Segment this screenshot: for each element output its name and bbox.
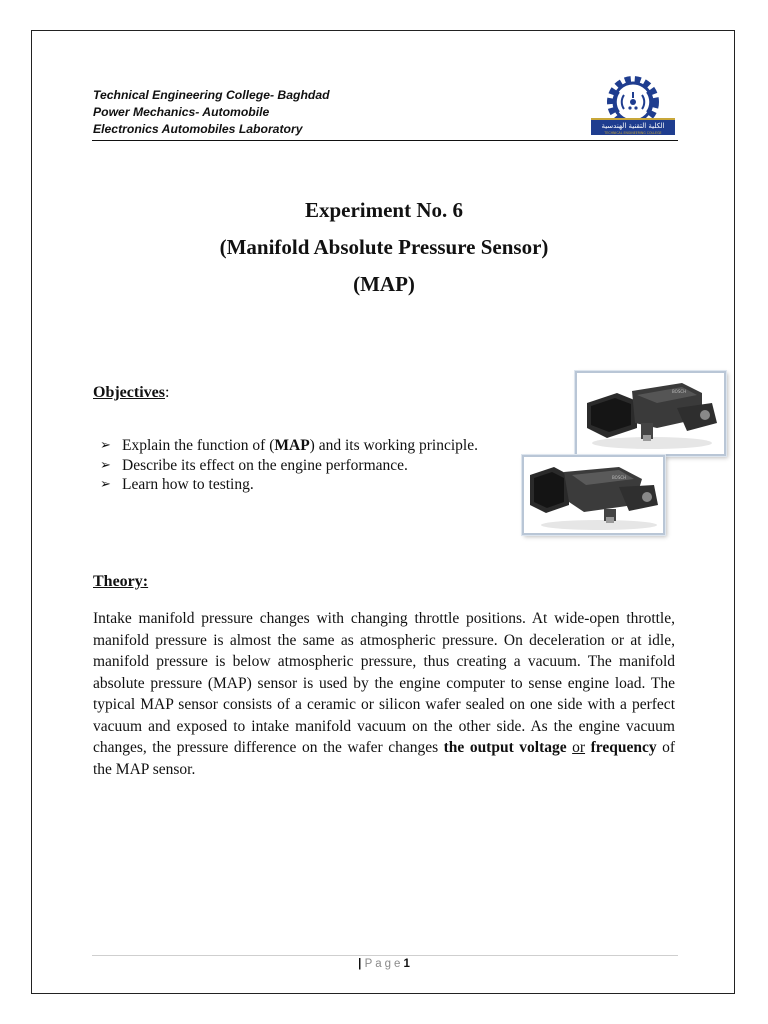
- experiment-title: [93, 195, 675, 306]
- arrow-bullet-icon: ➢: [100, 457, 111, 473]
- objectives-list: [100, 436, 480, 495]
- page-label: Page: [364, 958, 404, 970]
- list-item: ➢ Learn how to testing.: [100, 476, 254, 493]
- map-sensor-photo-bottom: [522, 455, 665, 535]
- header-college: Technical Engineering College- Baghdad: [93, 88, 330, 102]
- svg-text:BOSCH: BOSCH: [612, 475, 627, 480]
- experiment-name: (Manifold Absolute Pressure Sensor): [219, 235, 549, 259]
- objectives-heading-text: Objectives: [93, 384, 165, 401]
- theory-paragraph: Intake manifold pressure changes with changing throttle positions. At wide-open throttle, manifold pressure is almost the same as atmospheric pressure. On deceleration or at idle, manifold pressure is below atmospheric pressure, thus creating a vacuum. The manifold absolute pressure (MAP) sensor is used by the engine computer to sense engine load. The typical MAP sensor consists of a ceramic or silicon wafer sealed on one side with a perfect vacuum and exposed to intake manifold vacuum on the other side. As the engine vacuum changes, the pressure difference on the wafer changes the output voltage or frequency of the MAP sensor.: [93, 610, 676, 778]
- objectives-heading-colon: :: [164, 384, 170, 401]
- page-number: 1: [403, 958, 410, 970]
- arrow-bullet-icon: ➢: [100, 438, 111, 453]
- page-footer: [0, 958, 768, 970]
- footer-bar: |: [358, 958, 362, 970]
- experiment-abbreviation: (MAP): [353, 272, 415, 296]
- objectives-heading: [93, 384, 169, 402]
- logo-english-text: TECHNICAL ENGINEERING COLLEGE: [604, 131, 662, 135]
- college-logo: [588, 72, 678, 140]
- list-item: ➢ Describe its effect on the engine performance.: [100, 456, 408, 474]
- header-laboratory: Electronics Automobiles Laboratory: [93, 122, 303, 136]
- header-department: Power Mechanics- Automobile: [93, 105, 270, 119]
- svg-text:BOSCH: BOSCH: [672, 389, 687, 394]
- logo-arabic-text: الكلية التقنية الهندسية: [601, 122, 665, 130]
- map-sensor-photo-top: [575, 371, 726, 456]
- experiment-number: Experiment No. 6: [304, 198, 464, 222]
- header-institution: [93, 87, 330, 138]
- theory-heading: Theory:: [93, 573, 149, 590]
- header-divider: [92, 140, 678, 141]
- list-item: ➢ Explain the function of (MAP) and its working principle.: [100, 437, 478, 454]
- footer-divider: [92, 955, 678, 956]
- arrow-bullet-icon: ➢: [100, 477, 111, 492]
